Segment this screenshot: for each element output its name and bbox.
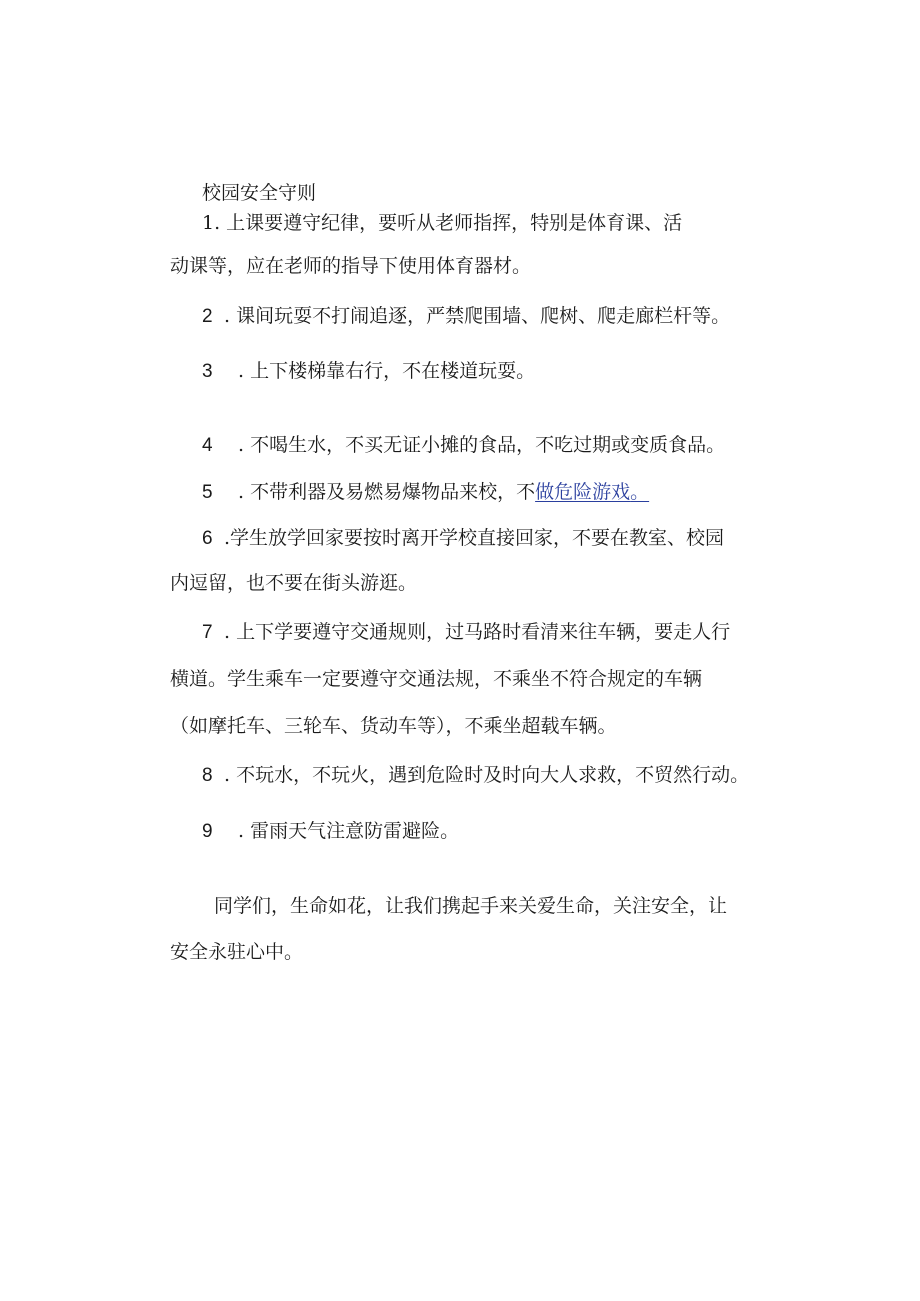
rule-8 (202, 762, 749, 789)
rule-2-text: . 课间玩耍不打闹追逐，严禁爬围墙、爬树、爬走廊栏杆等。 (224, 305, 731, 327)
rule-7-line-2: 横道。学生乘车一定要遵守交通法规，不乘坐不符合规定的车辆 (170, 668, 703, 690)
dangerous-games-link[interactable]: 做危险游戏 (535, 481, 631, 503)
rule-8-number: 8 (202, 765, 213, 786)
rule-4-text: . 不喝生水，不买无证小摊的食品，不吃过期或变质食品。 (238, 434, 726, 456)
rule-7-number: 7 (202, 622, 213, 643)
rule-9-text: . 雷雨天气注意防雷避险。 (238, 820, 460, 842)
document-title: 校园安全守则 (202, 182, 317, 204)
rule-1-line-2: 动课等，应在老师的指导下使用体育器材。 (170, 255, 532, 277)
rule-4 (202, 432, 725, 459)
rule-3 (202, 358, 535, 385)
rule-3-text: . 上下楼梯靠右行，不在楼道玩耍。 (238, 360, 536, 382)
rule-2-number: 2 (202, 306, 213, 327)
rule-2 (202, 303, 730, 330)
rule-9-number: 9 (202, 821, 213, 842)
rule-7-text: . 上下学要遵守交通规则，过马路时看清来往车辆，要走人行 (224, 621, 731, 643)
closing-line-1: 同学们，生命如花，让我们携起手来关爱生命，关注安全，让 (214, 895, 728, 917)
rule-3-number: 3 (202, 361, 213, 382)
rule-5-end: 。 (630, 481, 650, 503)
rule-1-line-1: 1. 上课要遵守纪律，要听从老师指挥，特别是体育课、活 (202, 212, 683, 234)
rule-6-number: 6 (202, 528, 213, 549)
rule-7-line-1 (202, 619, 730, 646)
rule-5-number: 5 (202, 482, 213, 503)
rule-7-line-3: （如摩托车、三轮车、货动车等），不乘坐超载车辆。 (170, 715, 617, 737)
rule-4-number: 4 (202, 435, 213, 456)
rule-9 (202, 818, 459, 845)
rule-8-text: . 不玩水，不玩火，遇到危险时及时向大人求救，不贸然行动。 (224, 764, 750, 786)
rule-6-line-1 (202, 525, 724, 552)
rule-5 (202, 479, 649, 506)
closing-line-2: 安全永驻心中。 (170, 941, 304, 963)
rule-6-text: .学生放学回家要按时离开学校直接回家，不要在教室、校园 (224, 527, 725, 549)
rule-5-text: . 不带利器及易燃易爆物品来校，不 (238, 481, 536, 503)
rule-6-line-2: 内逗留，也不要在街头游逛。 (170, 572, 418, 594)
